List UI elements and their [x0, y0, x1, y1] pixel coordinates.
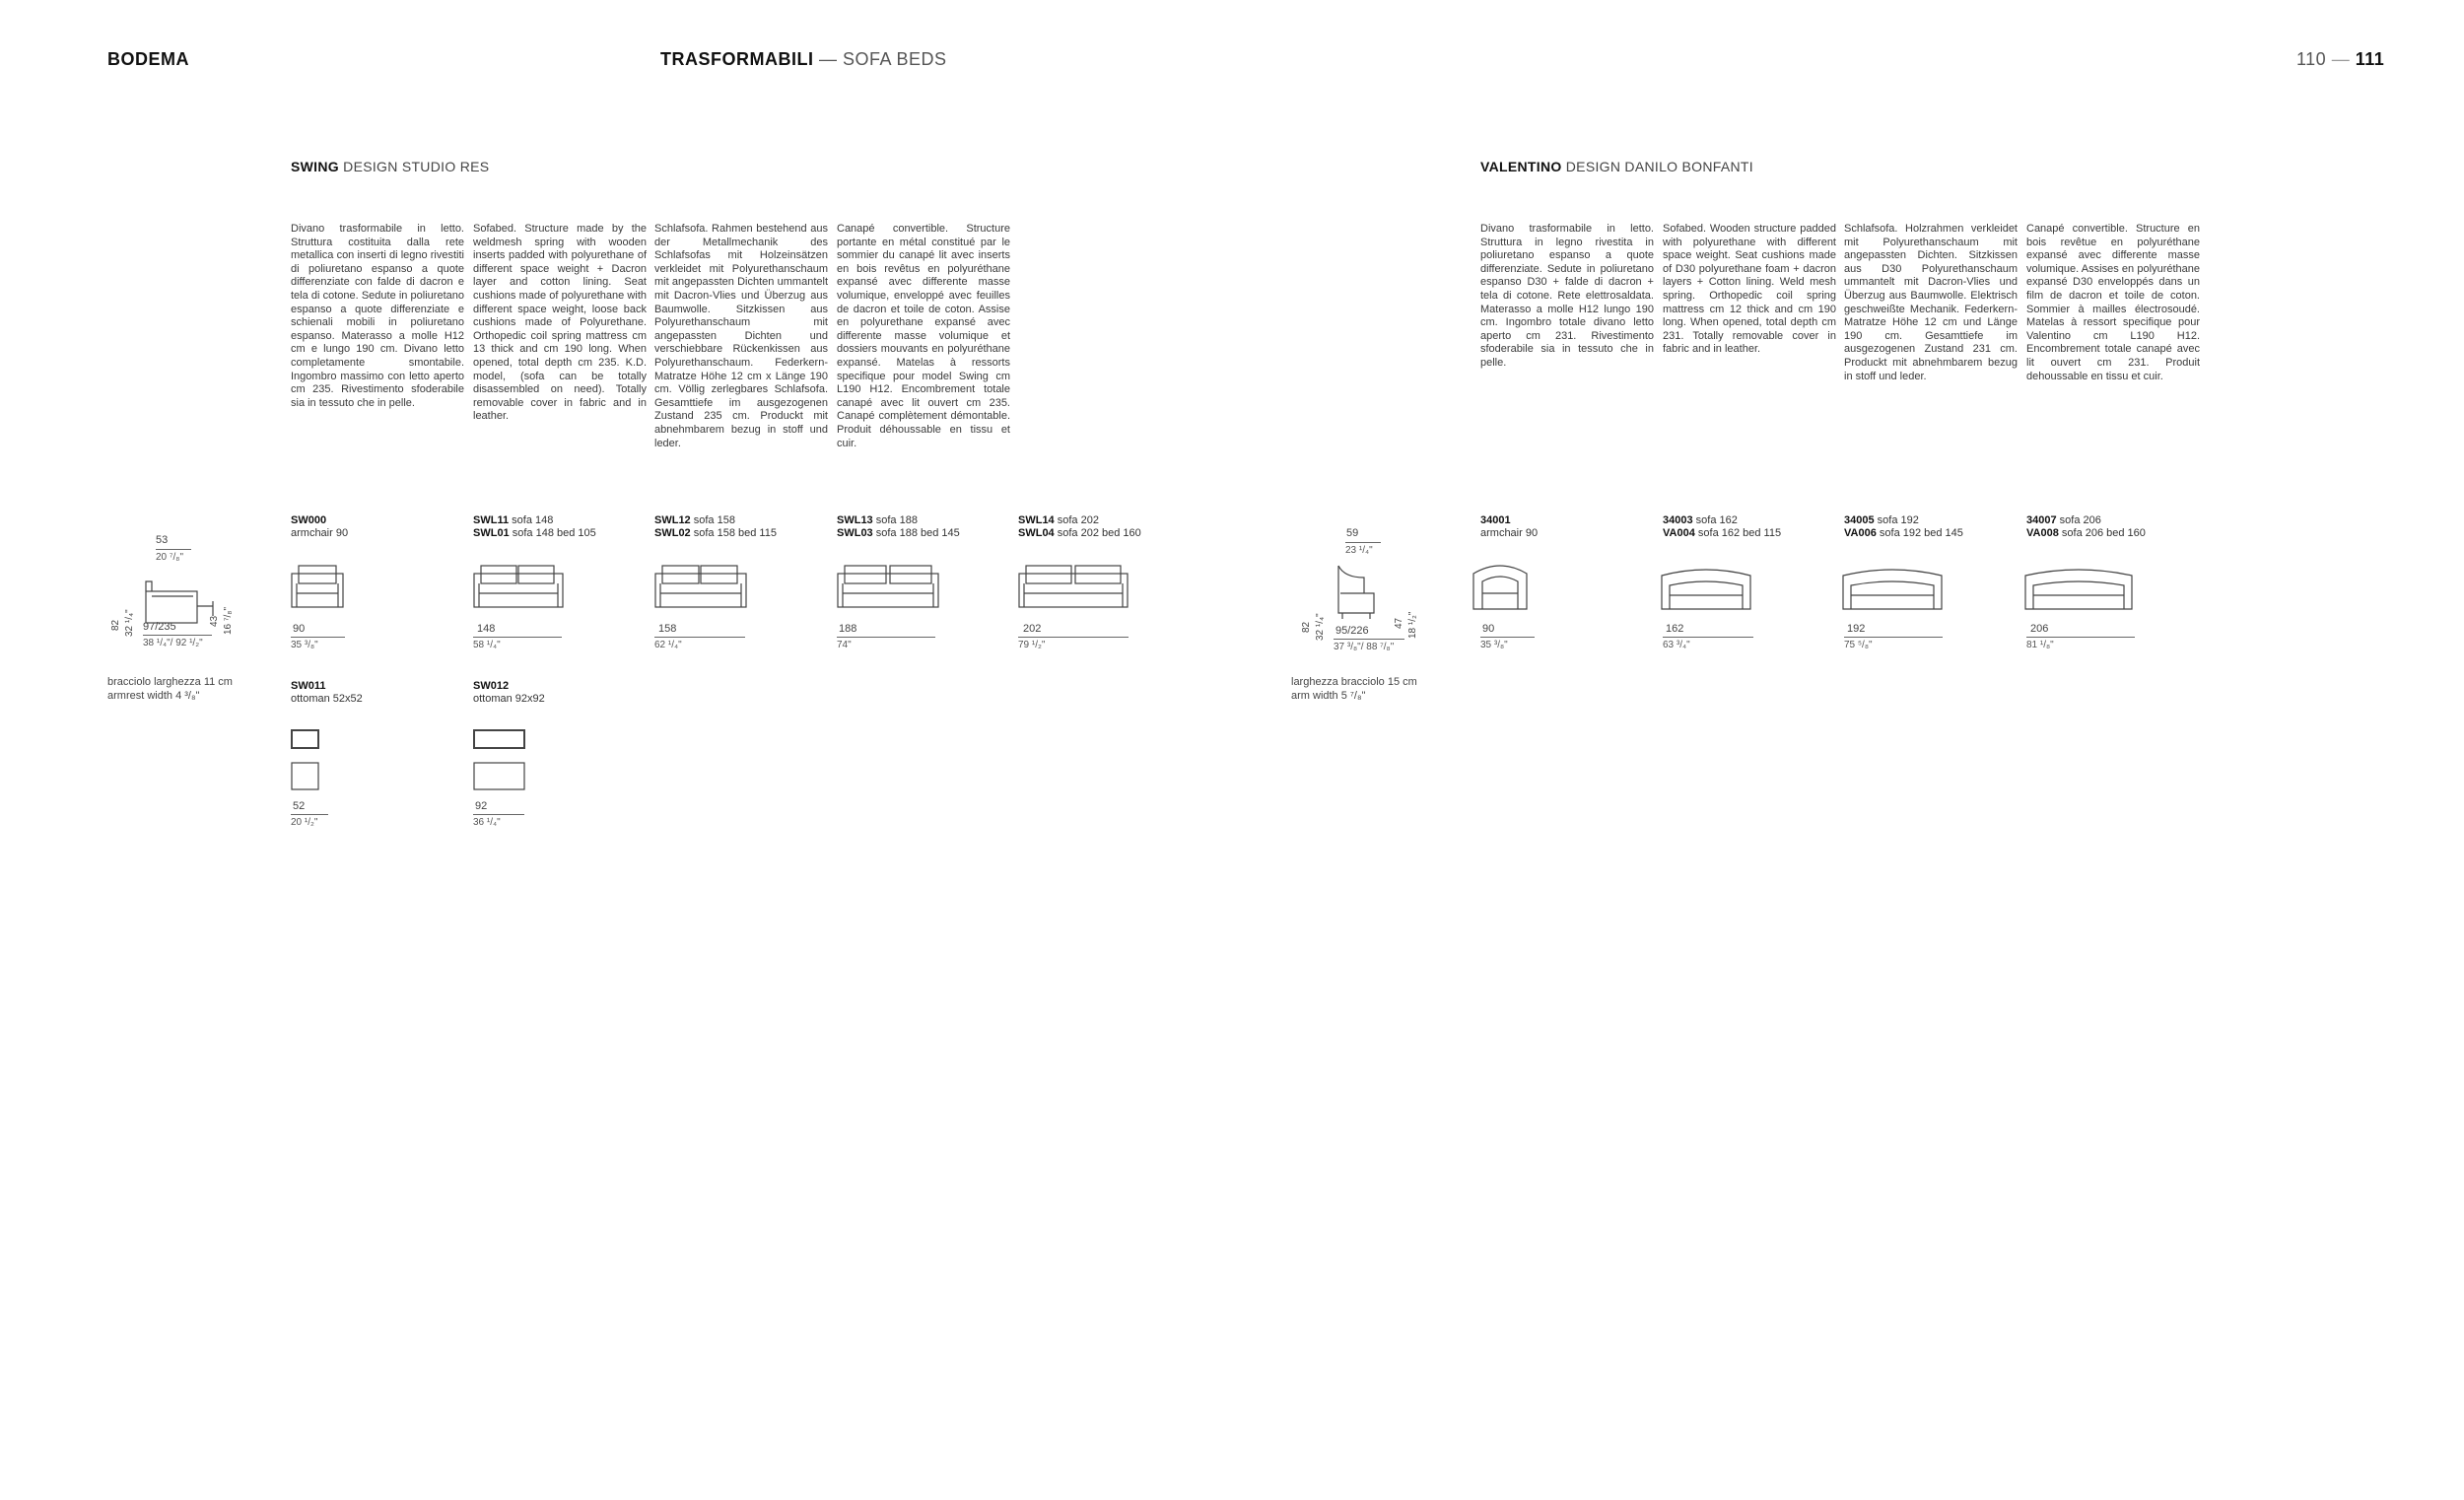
swing-model-swl14: [1018, 514, 1141, 540]
valentino-w-cm-0: 90: [1482, 623, 1495, 635]
ottoman-w-in-0: 20 ¹/₂": [291, 814, 328, 828]
swing-model-swl13: [837, 514, 960, 540]
valentino-desc-de: Schlafsofa. Holzrahmen verkleidet mit Polyurethanschaum mit angepassten Dichten. Sitzkissen aus D30 Polyurethanschaum ummantelt mit Dacron-Vlies und Überzug aus Baumwolle. Elektrisch geschweißte Mechanik. Federkern-Matratze Höhe 12 cm und Länge 190 cm. Gesamttiefe im ausgezogenen Zustand 231 cm. Produckt mit abnehmbarem bezug in stoff und leder.: [1844, 223, 2018, 382]
swing-w-in-0: 35 ³/₈": [291, 637, 345, 650]
section-separator: —: [819, 49, 838, 69]
valentino-model-34005: [1844, 514, 1963, 540]
valentino-model-34003: [1663, 514, 1781, 540]
model-code: 34003: [1663, 514, 1693, 526]
swing-model-sw000: [291, 514, 348, 540]
valentino-title: [1480, 159, 1753, 174]
swing-ottoman-sw011: [291, 680, 363, 706]
model-desc-bed: sofa 188 bed 145: [875, 527, 960, 539]
swing-seat-cm: 43: [209, 615, 220, 627]
swing-ottoman-92-drawing: [473, 729, 542, 798]
swing-length-cm: 97/235: [143, 621, 176, 633]
swing-w-cm-1: 148: [477, 623, 496, 635]
page-number-separator: —: [2331, 49, 2351, 69]
page-number-left: 110: [2296, 49, 2327, 69]
valentino-w-cm-3: 206: [2030, 623, 2049, 635]
swing-desc-fr: Canapé convertible. Structure portante en métal constitué par le sommier du canapé lit avec inserts en bois revêtus en polyuréthane expansé avec differente masse volumique, enveloppé avec feuilles de dacron et toile de coton. Assise en polyurethane expansé avec differente masse volumique et dossiers mouvants en polyuréthane expansé. Matelas à ressorts specifique pour model Swing cm L190 H12. Encombrement totale canapé avec lit ouvert cm 235. Canapé complètement démontable. Produit déhoussable en tissu et cuir.: [837, 223, 1010, 449]
section-title-bold: TRASFORMABILI: [660, 49, 814, 69]
model-code: SW000: [291, 514, 327, 526]
model-desc-bed: sofa 158 bed 115: [693, 527, 777, 539]
swing-designer: DESIGN STUDIO RES: [343, 159, 490, 174]
model-desc-bed: sofa 202 bed 160: [1057, 527, 1141, 539]
model-code-bed: SWL02: [654, 527, 691, 539]
model-desc: sofa 188: [875, 514, 918, 526]
swing-w-in-3: 74": [837, 637, 935, 650]
swing-w-cm-3: 188: [839, 623, 857, 635]
section-title: [660, 49, 947, 70]
valentino-desc-it: Divano trasformabile in letto. Struttura in legno rivestita in poliuretano espanso a quote differenziate. Sedute in poliuretano espanso D30 + falde di dacron + tela di cotone. Rete elettrosaldata. Materasso a molle H12 lungo 190 cm. Ingombro totale divano letto aperto cm 231. Rivestimento sfoderabile sia in tessuto che in pelle.: [1480, 223, 1654, 369]
swing-model-swl12: [654, 514, 777, 540]
model-code: SW011: [291, 680, 326, 692]
valentino-sofa-162-drawing: [1660, 564, 1758, 613]
model-code: SWL13: [837, 514, 873, 526]
brand-logo: BODEMA: [107, 49, 189, 69]
swing-height-in: 32 ¹/₄": [124, 609, 135, 637]
valentino-w-cm-1: 162: [1666, 623, 1684, 635]
model-code-bed: VA004: [1663, 527, 1695, 539]
valentino-sofa-192-drawing: [1841, 564, 1950, 613]
swing-sofa-202-drawing: [1018, 564, 1136, 613]
swing-desc-de: Schlafsofa. Rahmen bestehend aus der Metallmechanik des Schlafsofas mit Holzeinsätzen verkleidet mit Polyurethanschaum mit angepassten Dichten ummantelt mit Dacron-Vlies und Überzug aus Baumwolle. Sitzkissen aus Polyurethanschaum mit angepassten Dichten und verschiebbare Rückenkissen aus Polyurethanschaum. Federkern-Matratze Höhe 12 cm x Länge 190 cm. Völlig zerlegbares Schlafsofa. Gesamttiefe im ausgezogenen Zustand 235 cm. Produckt mit abnehmbarem bezug in stoff und leder.: [654, 223, 828, 449]
model-code: 34007: [2026, 514, 2057, 526]
swing-armrest-note-it: bracciolo larghezza 11 cm: [107, 676, 233, 688]
valentino-designer: DESIGN DANILO BONFANTI: [1565, 159, 1753, 174]
valentino-desc-en: Sofabed. Wooden structure padded with polyurethane with different space weight. Seat cushions made of D30 polyurethane foam + dacron layers + Cotton lining. Weld mesh spring. Orthopedic coil spring mattress cm 12 thick and cm 190 long. When opened, total depth cm 231. Totally removable cover in fabric and in leather.: [1663, 223, 1836, 356]
swing-sofa-148-drawing: [473, 564, 572, 613]
swing-ottoman-52-drawing: [291, 729, 330, 798]
valentino-side-view: [1291, 522, 1449, 690]
ottoman-w-cm-0: 52: [293, 800, 306, 812]
swing-w-in-4: 79 ¹/₂": [1018, 637, 1129, 650]
ottoman-w-in-1: 36 ¹/₄": [473, 814, 524, 828]
model-sub: ottoman 52x52: [291, 693, 363, 705]
valentino-model-34007: [2026, 514, 2146, 540]
model-code: SWL12: [654, 514, 691, 526]
model-desc: sofa 158: [693, 514, 735, 526]
model-code: SWL14: [1018, 514, 1055, 526]
swing-name: SWING: [291, 159, 339, 174]
valentino-armrest-note-en: arm width 5 ⁷/₈": [1291, 690, 1366, 702]
swing-depth-in: 20 ⁷/₈": [156, 549, 191, 563]
swing-height-cm: 82: [110, 619, 121, 631]
swing-w-cm-2: 158: [658, 623, 677, 635]
valentino-length-in: 37 ³/₈"/ 88 ⁷/₈": [1334, 639, 1404, 652]
swing-w-in-1: 58 ¹/₄": [473, 637, 562, 650]
swing-armrest-note-en: armrest width 4 ³/₈": [107, 690, 200, 702]
model-desc-bed: sofa 192 bed 145: [1879, 527, 1963, 539]
model-code-bed: VA008: [2026, 527, 2059, 539]
model-code-bed: VA006: [1844, 527, 1877, 539]
model-code-bed: SWL01: [473, 527, 510, 539]
swing-model-swl11: [473, 514, 596, 540]
valentino-length-cm: 95/226: [1335, 625, 1369, 637]
swing-side-view: [99, 522, 256, 690]
swing-ottoman-sw012: [473, 680, 545, 706]
model-desc-bed: sofa 162 bed 115: [1697, 527, 1782, 539]
valentino-w-cm-2: 192: [1847, 623, 1866, 635]
page-number-right: 111: [2355, 49, 2385, 69]
model-desc: sofa 148: [512, 514, 554, 526]
swing-seat-in: 16 ⁷/₈": [223, 607, 234, 635]
model-desc-bed: sofa 148 bed 105: [512, 527, 596, 539]
model-desc: sofa 202: [1057, 514, 1099, 526]
valentino-depth-in: 23 ¹/₄": [1345, 542, 1381, 556]
swing-title: [291, 159, 489, 174]
model-code-bed: SWL04: [1018, 527, 1055, 539]
valentino-w-in-2: 75 ⁵/₈": [1844, 637, 1943, 650]
model-sub: armchair 90: [291, 527, 349, 539]
valentino-model-34001: [1480, 514, 1538, 540]
valentino-w-in-3: 81 ¹/₈": [2026, 637, 2135, 650]
valentino-armrest-note-it: larghezza bracciolo 15 cm: [1291, 676, 1417, 688]
swing-desc-en: Sofabed. Structure made by the weldmesh spring with wooden inserts padded with polyurethane of different space weight + Dacron layer and cotton lining. Seat cushions made of polyurethane with different space weight, loose back cushions made of Polyurethane. Orthopedic coil spring mattress cm 13 thick and cm 190 long. When opened, total depth cm 235. K.D. model, (sofa can be totally disassembled on need). Totally removable cover in fabric and in leather.: [473, 223, 647, 423]
valentino-seat-in: 18 ¹/₂": [1407, 611, 1418, 639]
valentino-desc-fr: Canapé convertible. Structure en bois revêtue en polyuréthane expansé avec differente masse volumique. Assises en polyuréthane expansé D30 enveloppés dans un film de dacron et toile de coton. Sommier à mailles électrosoudé. Matelas à ressort specifique pour Valentino cm L190 H12. Encombrement totale canapé avec lit ouvert cm 231. Produit dehoussable en tissu et cuir.: [2026, 223, 2200, 382]
swing-w-in-2: 62 ¹/₄": [654, 637, 745, 650]
model-code: 34005: [1844, 514, 1875, 526]
valentino-height-in: 32 ¹/₄": [1315, 613, 1326, 641]
swing-w-cm-0: 90: [293, 623, 306, 635]
valentino-height-cm: 82: [1301, 621, 1312, 633]
valentino-depth-cm: 59: [1346, 527, 1359, 539]
swing-desc-it: Divano trasformabile in letto. Struttura costituita dalla rete metallica con inserti di legno rivestiti di poliuretano espanso a quote differenziate con falde di dacron e tela di cotone. Sedute in poliuretano espanso a quote differenziate e schienali mobili in poliuretano espanso. Materasso a molle H12 cm e lungo 190 cm. Divano letto completamente smontabile. Ingombro massimo con letto aperto cm 235. Rivestimento sfoderabile sia in tessuto che in pelle.: [291, 223, 464, 409]
swing-w-cm-4: 202: [1023, 623, 1042, 635]
swing-length-in: 38 ¹/₄"/ 92 ¹/₂": [143, 635, 212, 648]
page-numbers: [2296, 49, 2384, 70]
valentino-sofa-206-drawing: [2023, 564, 2142, 613]
model-code: SW012: [473, 680, 510, 692]
model-code: 34001: [1480, 514, 1511, 526]
valentino-w-in-1: 63 ³/₄": [1663, 637, 1753, 650]
model-desc: sofa 206: [2059, 514, 2101, 526]
swing-sofa-188-drawing: [837, 564, 945, 613]
model-sub: armchair 90: [1480, 527, 1539, 539]
valentino-w-in-0: 35 ³/₈": [1480, 637, 1535, 650]
model-desc: sofa 192: [1877, 514, 1919, 526]
swing-armchair-drawing: [291, 564, 350, 613]
valentino-name: VALENTINO: [1480, 159, 1562, 174]
section-title-light: SOFA BEDS: [843, 49, 947, 69]
swing-sofa-158-drawing: [654, 564, 753, 613]
model-desc-bed: sofa 206 bed 160: [2061, 527, 2146, 539]
valentino-seat-cm: 47: [1394, 617, 1404, 629]
ottoman-w-cm-1: 92: [475, 800, 488, 812]
model-sub: ottoman 92x92: [473, 693, 545, 705]
model-desc: sofa 162: [1695, 514, 1738, 526]
model-code: SWL11: [473, 514, 510, 526]
model-code-bed: SWL03: [837, 527, 873, 539]
swing-depth-cm: 53: [156, 534, 169, 546]
valentino-armchair-drawing: [1471, 560, 1540, 613]
